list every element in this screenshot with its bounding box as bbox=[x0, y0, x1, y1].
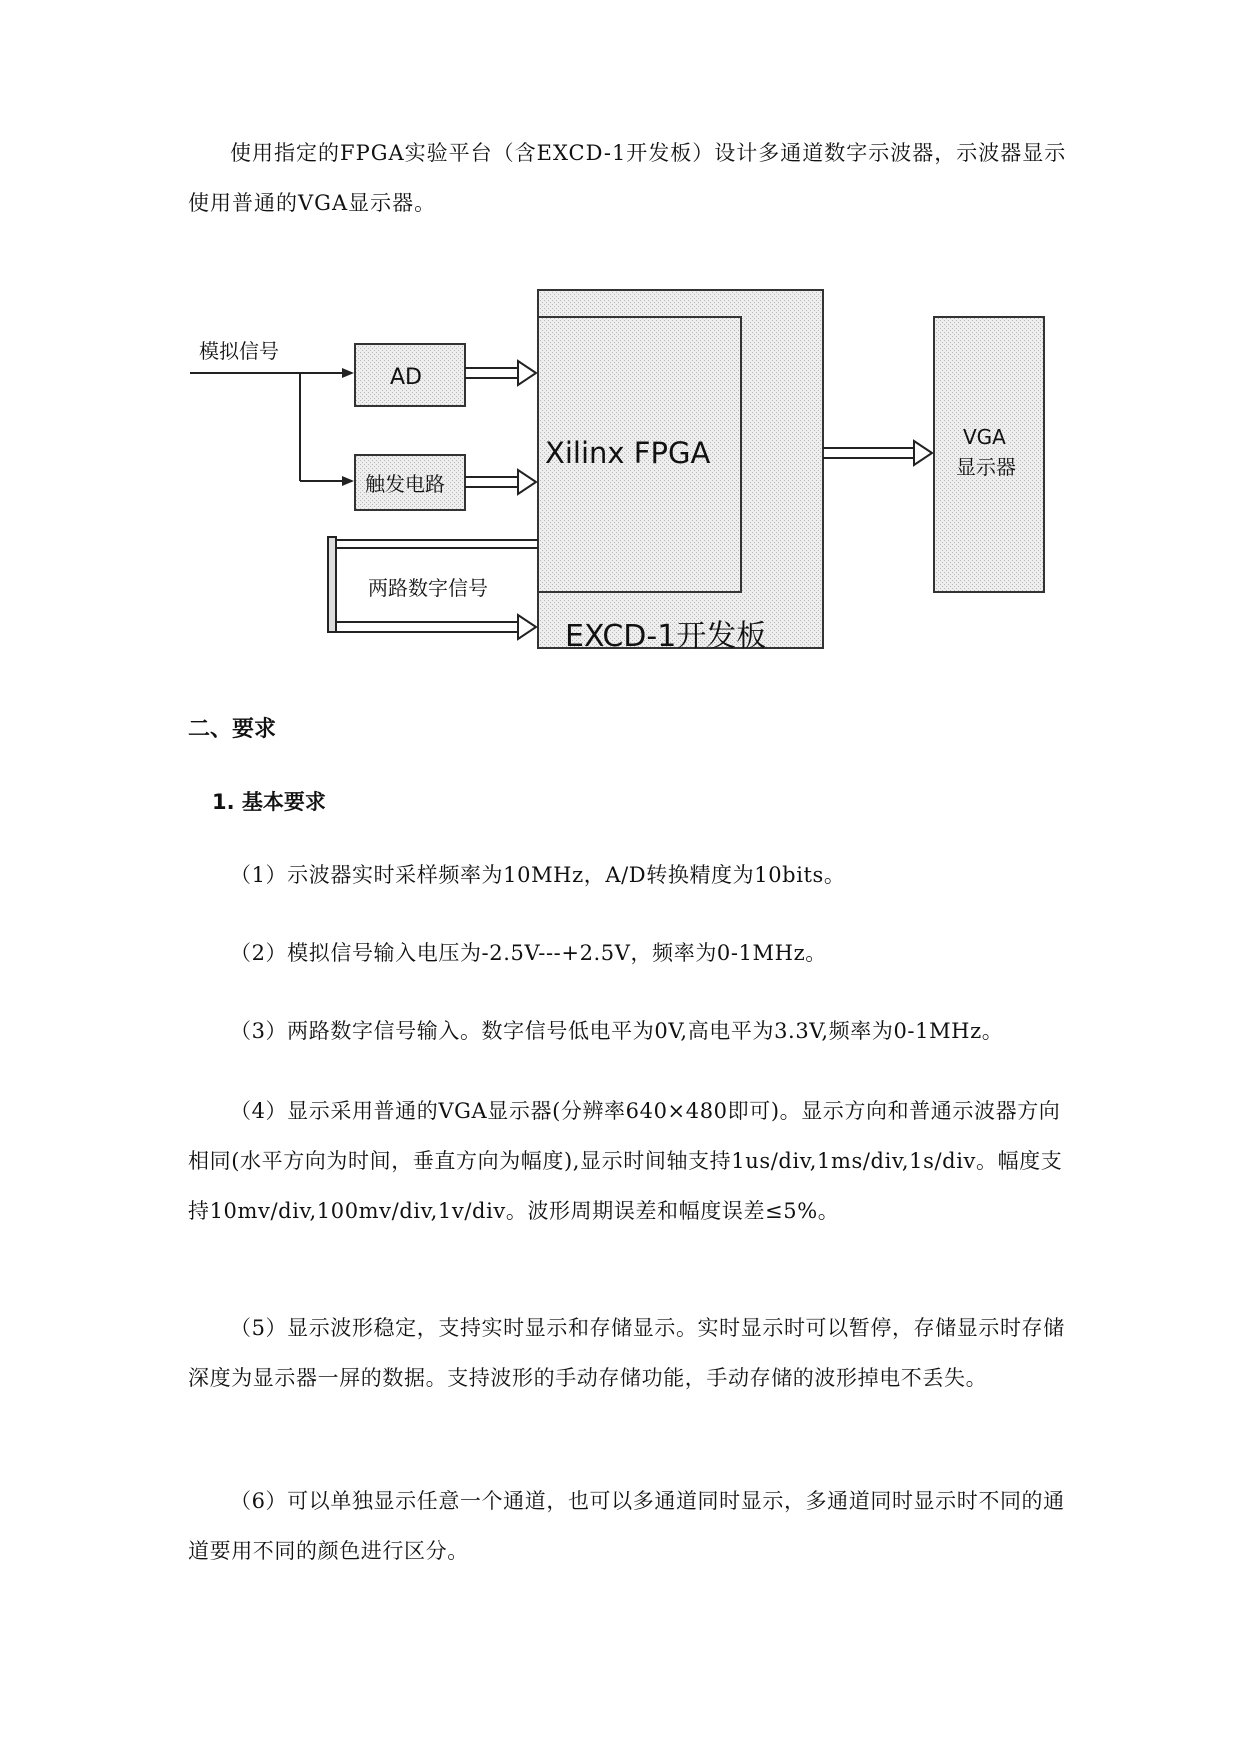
digital-bus-bar bbox=[328, 537, 336, 632]
subsection-title: 1. 基本要求 bbox=[212, 790, 326, 814]
digital-arrowhead bbox=[518, 615, 536, 639]
vga-label-line1: VGA bbox=[963, 425, 1006, 449]
arrowhead-ad bbox=[342, 368, 354, 378]
requirement-2: （2）模拟信号输入电压为-2.5V---+2.5V，频率为0-1MHz。 bbox=[230, 941, 827, 965]
trigger-arrowhead bbox=[518, 470, 536, 494]
block-diagram bbox=[0, 0, 1241, 680]
analog-signal-label: 模拟信号 bbox=[199, 339, 279, 363]
requirement-6: （6）可以单独显示任意一个通道，也可以多通道同时显示，多通道同时显示时不同的通道要用不同的颜色进行区分。 bbox=[188, 1489, 1065, 1563]
arrowhead-trigger bbox=[342, 476, 354, 486]
vga-arrowhead bbox=[914, 441, 932, 465]
requirement-4: （4）显示采用普通的VGA显示器(分辨率640×480即可)。显示方向和普通示波器方向相同(水平方向为时间，垂直方向为幅度),显示时间轴支持1us/div,1ms/div,1s/div。幅度支持10mv/div,100mv/div,1v/div。波形周期误差和幅度误差≤5%。 bbox=[188, 1099, 1063, 1223]
intro-paragraph: 使用指定的FPGA实验平台（含EXCD-1开发板）设计多通道数字示波器，示波器显示使用普通的VGA显示器。 bbox=[188, 141, 1067, 215]
fpga-label: Xilinx FPGA bbox=[545, 436, 711, 470]
board-label: EXCD-1开发板 bbox=[565, 619, 767, 654]
requirement-3: （3）两路数字信号输入。数字信号低电平为0V,高电平为3.3V,频率为0-1MHz。 bbox=[230, 1019, 1004, 1043]
requirement-1: （1）示波器实时采样频率为10MHz，A/D转换精度为10bits。 bbox=[230, 863, 846, 887]
ad-arrowhead bbox=[518, 361, 536, 385]
requirement-5: （5）显示波形稳定，支持实时显示和存储显示。实时显示时可以暂停，存储显示时存储深度为显示器一屏的数据。支持波形的手动存储功能，手动存储的波形掉电不丢失。 bbox=[188, 1316, 1065, 1390]
ad-label: AD bbox=[390, 365, 422, 390]
section-title: 二、要求 bbox=[188, 717, 277, 742]
trigger-label: 触发电路 bbox=[365, 472, 445, 496]
digital-signals-label: 两路数字信号 bbox=[368, 576, 488, 600]
vga-label-line2: 显示器 bbox=[956, 455, 1016, 479]
